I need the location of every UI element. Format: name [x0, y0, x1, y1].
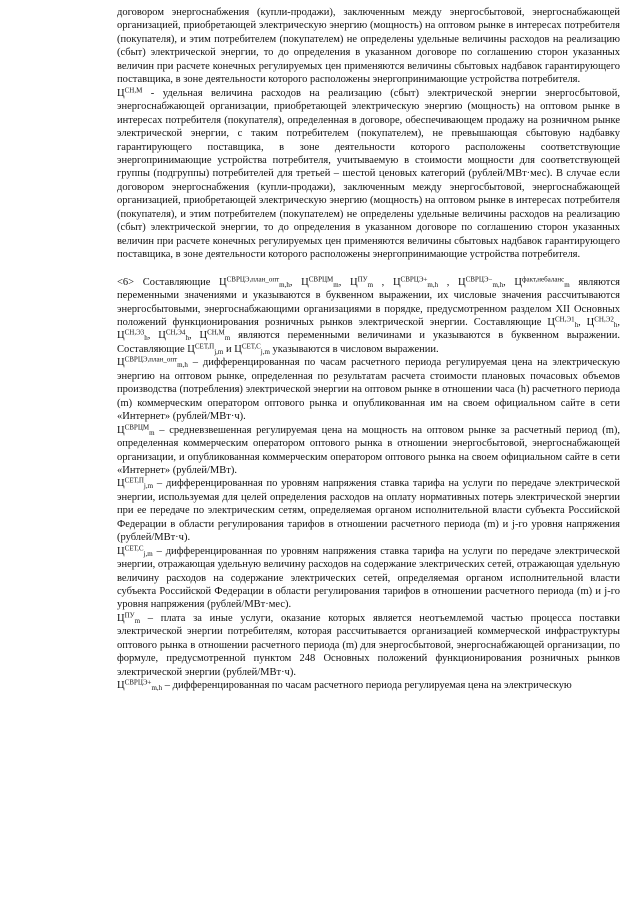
formula-subscript: m — [367, 280, 374, 289]
definition-pu — [117, 612, 620, 679]
formula-superscript: СН,Э2 — [594, 315, 614, 324]
paragraph-continuation: договором энергоснабжения (купли-продажи), заключенным между энергосбытовой, энергоснабжающей организацией, приобретающей электрическую энергию (мощность) на оптовом рынке в интересах потребителя (покупателя), и этим потребителем (покупателем) не определены удельные величины расходов на реализацию (сбыт) электрической энергии, то до определения в указанном договоре по соглашению сторон указанных величин при расчете конечных регулируемых цен применяются величины сбытовых надбавок гарантирующего поставщика, в зоне деятельности которого расположены энергопринимающие устройства потребителя. — [117, 7, 620, 86]
definition-text: – дифференцированная по часам расчетного периода регулируемая цена на электрическую — [162, 680, 572, 692]
definition-text: - удельная величина расходов на реализацию (сбыт) электрической энергии энергосбытовой, энергоснабжающей организации, приобретающей электрическую энергию (мощность) на оптовом рынке в интересах потребителя (покупателя), определенная в договоре, обеспечивающем продажу на розничном рынке электрической энергии, с таким потребителем (покупателем), не превышающая сбытовую надбавку гарантирующего поставщика, в зоне деятельности которого расположены соответствующие энергопринимающие устройства потребителя, учитываемую в стоимости мощности для соответствующей группы (подгруппы) потребителей для третьей – шестой ценовых категорий (рублей/МВт·мес). В случае если договором энергоснабжения (купли-продажи), заключенным между энергосбытовой, энергоснабжающей организацией, приобретающей электрическую энергию (мощность) на оптовом рынке в интересах потребителя (покупателя), и этим потребителем (покупателем) не определены удельные величины расходов на реализацию (сбыт) электрической энергии, то до определения в указанном договоре по соглашению сторон указанных величин при расчете конечных регулируемых цен применяются величины сбытовых надбавок гарантирующего поставщика, в зоне деятельности которого расположены энергопринимающие устройства потребителя. — [117, 87, 620, 261]
separator: , — [373, 276, 393, 288]
formula-subscript: j,m — [143, 482, 154, 491]
paragraph-gap — [117, 262, 620, 276]
formula-symbol: Ц — [187, 343, 195, 355]
footnote-text: являются переменными значениями и указываются в буквенном выражении, их числовые значения рассчитываются энергосбытовыми, энергоснабжающими организациями в порядке, предусмотренном разделом XII Основных положений функционирования розничных рынков электрической энергии. Составляющие — [117, 276, 621, 328]
formula-symbol: Ц — [349, 276, 358, 288]
formula-superscript: СВРЦЭ,план_опт — [124, 355, 178, 364]
separator: , — [188, 330, 200, 342]
formula-symbol: Ц — [117, 680, 125, 692]
formula-symbol: Ц — [117, 330, 125, 342]
footnote-6 — [117, 276, 620, 357]
formula-subscript: m,h — [492, 280, 504, 289]
footnote-text: указываются в числовом выражении. — [269, 343, 439, 355]
formula-symbol: Ц — [117, 424, 125, 436]
definition-text: – дифференцированная по часам расчетного периода регулируемая цена на электрическую энергию на оптовом рынке, определенная по результатам расчета стоимости плановых почасовых объемов производства (потребления) электрической энергии на оптовом рынке в отношении часа (h) расчетного периода (m) коммерческим оператором оптового рынка и опубликованная им на своем официальном сайте в сети «Интернет» (рублей/МВт·ч). — [117, 357, 620, 423]
formula-symbol: Ц — [117, 612, 125, 624]
formula-symbol: Ц — [514, 276, 523, 288]
formula-symbol: Ц — [458, 276, 466, 288]
formula-superscript: СН,М — [124, 86, 143, 95]
formula-superscript: СН,Э1 — [554, 315, 575, 324]
formula-subscript: j,m — [260, 347, 270, 356]
formula-symbol: Ц — [117, 87, 125, 99]
formula-symbol: Ц — [117, 357, 125, 369]
formula-subscript: m — [333, 280, 339, 289]
formula-superscript: ПУ — [124, 611, 135, 620]
definition-text: – дифференцированная по уровням напряжения ставка тарифа на услуги по передаче электрической энергии, используемая для целей определения расходов на оплату нормативных потерь электрической энергии при ее передаче по электрическим сетям, определяемая органом исполнительной власти субъекта Российской Федерации в области регулирования тарифов в отношении расчетного периода (m) и j-го уровня напряжения (рублей/МВт·ч). — [117, 478, 620, 544]
formula-subscript: j,m — [214, 347, 224, 356]
formula-superscript: СЕТ,П — [194, 342, 215, 351]
formula-symbol: Ц — [158, 330, 166, 342]
separator: , — [438, 276, 458, 288]
formula-symbol: Ц — [117, 545, 125, 557]
formula-symbol: Ц — [392, 276, 401, 288]
formula-subscript: m,h — [427, 280, 439, 289]
separator: , — [617, 316, 620, 328]
formula-superscript: СН,Э3 — [124, 328, 145, 337]
formula-subscript: h — [574, 320, 579, 329]
separator: , — [289, 276, 302, 288]
definition-set-s — [117, 545, 620, 612]
definition-text: – средневзвешенная регулируемая цена на мощность на оптовом рынке за расчетный период (m), определенная коммерческим оператором оптового рынка в отношении энергосбытовой, энергоснабжающей организации, и опубликованная коммерческим оператором оптового рынка на своем официальном сайте в сети «Интернет» (рублей/МВт). — [117, 424, 620, 476]
formula-symbol: Ц — [586, 316, 595, 328]
definition-text: – дифференцированная по уровням напряжения ставка тарифа на услуги по передаче электрической энергии, отражающая удельную величину расходов на содержание электрических сетей, отражающая удельную величину расходов на содержание электрических сетей, определяемая органом исполнительной власти субъекта Российской Федерации в области регулирования тарифов в отношении расчетного периода (m) и j-го уровня напряжения (рублей/МВт·мес). — [117, 545, 620, 611]
formula-subscript: m — [224, 334, 231, 343]
separator: , — [147, 330, 159, 342]
definition-svrcm — [117, 424, 620, 478]
formula-symbol: Ц — [199, 330, 208, 342]
formula-superscript: СН,Э4 — [165, 328, 186, 337]
footnote-lead: <6> Составляющие — [117, 276, 220, 288]
formula-symbol: Ц — [117, 478, 125, 490]
separator: , — [578, 316, 587, 328]
formula-superscript: факт,небаланс — [522, 275, 565, 284]
formula-superscript: СЕТ,П — [124, 476, 144, 485]
definition-set-p — [117, 477, 620, 544]
formula-superscript: СВРЦМ — [308, 275, 334, 284]
formula-subscript: m — [134, 616, 141, 625]
formula-superscript: СН,М — [207, 328, 225, 337]
definition-svrce-plus — [117, 679, 620, 692]
formula-subscript: m,h — [177, 361, 188, 370]
formula-symbol: Ц — [219, 276, 227, 288]
definition-svrce-plan-opt — [117, 356, 620, 423]
formula-symbol: Ц — [301, 276, 309, 288]
formula-superscript: СВРЦЭ+ — [400, 275, 428, 284]
paragraph-cn-m-definition — [117, 87, 620, 262]
formula-subscript: m,h — [279, 280, 290, 289]
definition-text: – плата за иные услуги, оказание которых является неотъемлемой частью процесса поставки электрической энергии потребителям, которая рассчитывается организацией коммерческой инфраструктуры оптового рынка в отношении расчетного периода (m) для энергосбытовой, энергоснабжающей организации, по формуле, предусмотренной пунктом 248 Основных положений функционирования розничных рынков электрической энергии (рублей/МВт·ч). — [117, 612, 620, 678]
formula-superscript: СВРЦЭ− — [465, 275, 493, 284]
formula-subscript: m — [149, 428, 155, 437]
formula-subscript: m — [564, 280, 570, 289]
formula-symbol: Ц — [234, 343, 242, 355]
formula-superscript: СВРЦМ — [124, 423, 150, 432]
formula-subscript: h — [613, 320, 618, 329]
formula-superscript: СВРЦЭ+ — [124, 678, 152, 687]
formula-superscript: СВРЦЭ,план_опт — [226, 275, 280, 284]
formula-subscript: j,m — [143, 549, 153, 558]
formula-superscript: СЕТ,С — [241, 342, 261, 351]
formula-symbol: Ц — [547, 316, 555, 328]
separator: , — [338, 276, 350, 288]
formula-subscript: h — [144, 334, 148, 343]
formula-superscript: СЕТ,С — [124, 544, 144, 553]
separator: , — [503, 276, 515, 288]
formula-superscript: ПУ — [357, 275, 368, 284]
formula-subscript: m,h — [151, 684, 163, 693]
footnote-text: являются переменными величинами и указываются в буквенном выражении. Составляющие — [117, 330, 620, 355]
formula-subscript: h — [185, 334, 189, 343]
separator: и — [223, 343, 235, 355]
